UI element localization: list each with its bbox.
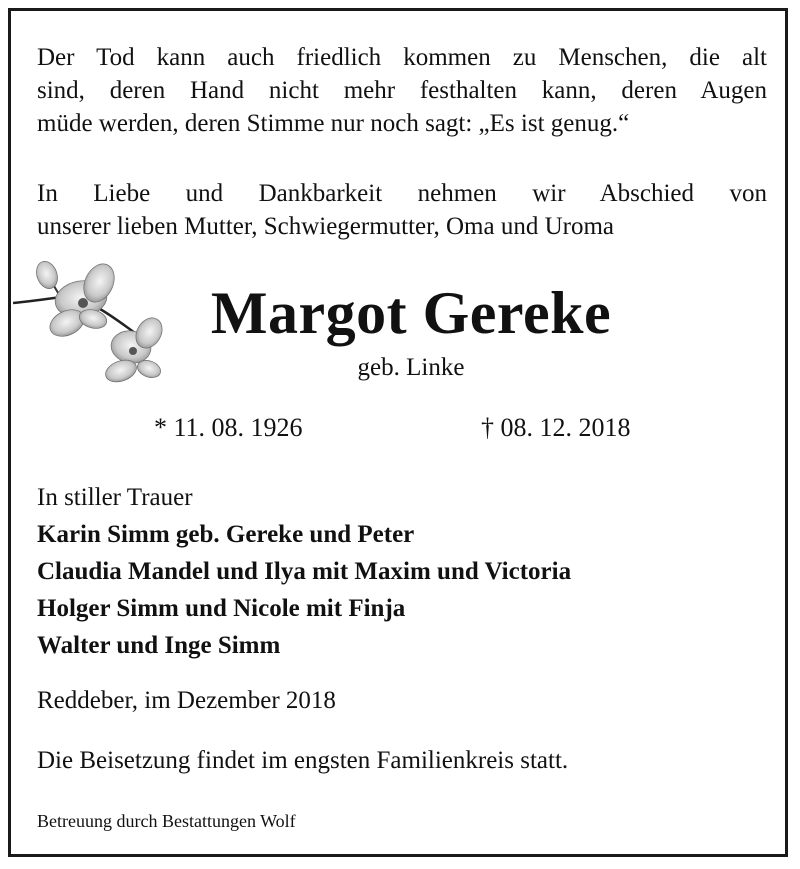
birth-date: * 11. 08. 1926 [154,413,303,442]
undertaker-credit: Betreuung durch Bestattungen Wolf [37,811,296,831]
deceased-name: Margot Gereke [210,280,612,346]
death-date: † 08. 12. 2018 [481,413,631,442]
place-date: Reddeber, im Dezember 2018 [37,687,336,714]
poem [37,41,767,140]
poem-line: Der Tod kann auch friedlich kommen zu Menschen, die alt [37,44,767,71]
poem-line: sind, deren Hand nicht mehr festhalten kann, deren Augen [37,77,767,104]
mourner-line: Claudia Mandel und Ilya mit Maxim und Victoria [37,558,572,585]
mourner-line: Holger Simm und Nicole mit Finja [37,595,406,622]
intro-text [37,177,767,243]
mourners-heading: In stiller Trauer [37,484,193,511]
poem-line: müde werden, deren Stimme nur noch sagt: „Es ist genug.“ [37,110,630,137]
obituary-card [8,8,788,857]
orchid-icon [13,251,183,401]
mourners [37,479,571,664]
mourner-line: Karin Simm geb. Gereke und Peter [37,521,415,548]
intro-line: unserer lieben Mutter, Schwiegermutter, Oma und Uroma [37,213,614,240]
intro-line: In Liebe und Dankbarkeit nehmen wir Abschied von [37,180,767,207]
burial-note: Die Beisetzung findet im engsten Familienkreis statt. [37,747,569,774]
maiden-name: geb. Linke [357,354,465,381]
mourner-line: Walter und Inge Simm [37,632,281,659]
